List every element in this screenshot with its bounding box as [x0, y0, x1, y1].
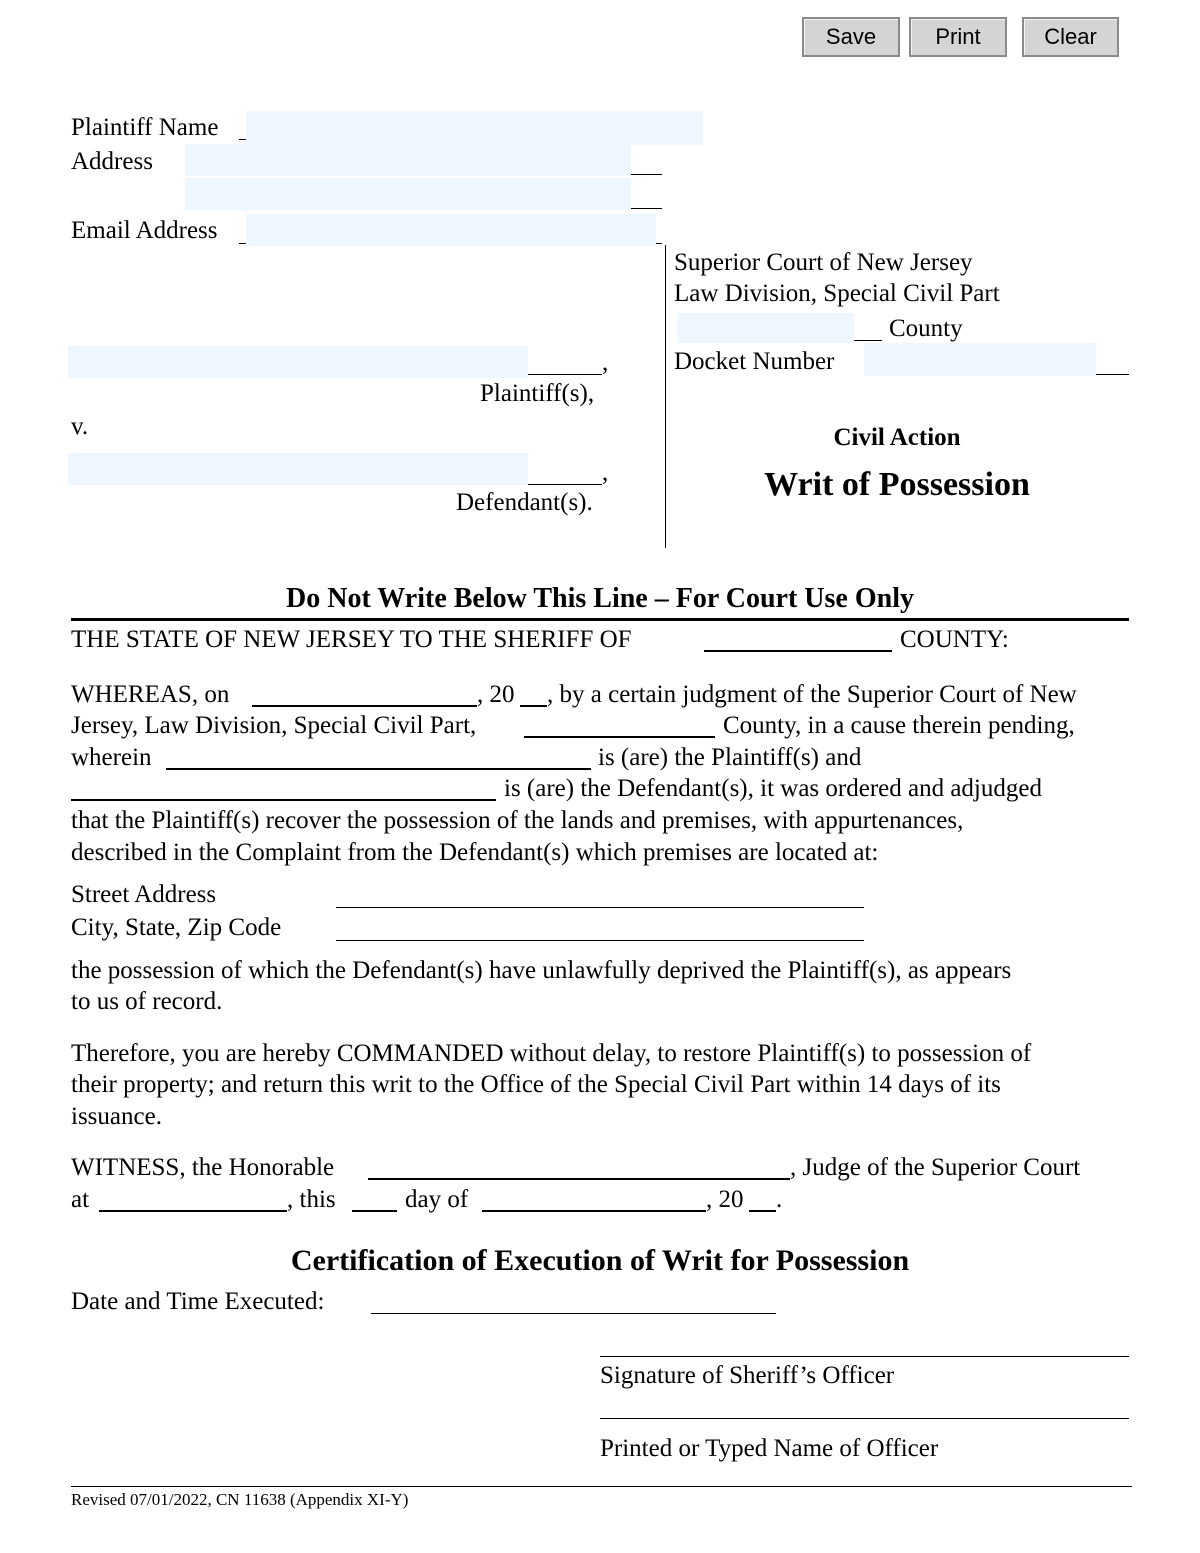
county-field[interactable] [677, 313, 854, 343]
footer-divider [71, 1486, 1132, 1487]
plaintiff-blank [166, 768, 591, 770]
whereas-text: WHEREAS, on [71, 681, 230, 708]
recover-text: that the Plaintiff(s) recover the possession of the lands and premises, with appurtenances, [71, 807, 964, 834]
defendant-adjudged-text: is (are) the Defendant(s), it was ordered and adjudged [504, 775, 1042, 802]
city-state-zip-blank [336, 940, 864, 941]
therefore-text-3: issuance. [71, 1103, 162, 1130]
printed-name-label: Printed or Typed Name of Officer [600, 1435, 939, 1462]
signature-line [600, 1356, 1129, 1357]
form-title: Writ of Possession [764, 466, 1030, 503]
wherein-plaintiff-text: is (are) the Plaintiff(s) and [598, 744, 862, 771]
address-label: Address [71, 148, 153, 175]
county-label: County [889, 315, 963, 342]
versus-label: v. [71, 413, 89, 440]
docket-number-field[interactable] [864, 343, 1096, 376]
judge-name-blank [368, 1178, 790, 1180]
court-name-line2: Law Division, Special Civil Part [674, 280, 1000, 307]
plaintiff-name-field[interactable] [246, 111, 703, 145]
certification-heading: Certification of Execution of Writ for Possession [290, 1244, 910, 1277]
day-of-text: day of [405, 1186, 469, 1213]
docket-number-label: Docket Number [674, 348, 835, 375]
therefore-text-2: their property; and return this writ to the Office of the Special Civil Part within 14 days of its [71, 1071, 1001, 1098]
street-address-label: Street Address [71, 881, 217, 908]
printed-name-line [600, 1418, 1129, 1419]
city-state-zip-label: City, State, Zip Code [71, 914, 282, 941]
whereas-judgment-text: , by a certain judgment of the Superior Court of New [547, 681, 1077, 708]
clear-button[interactable]: Clear [1022, 17, 1119, 57]
print-button[interactable]: Print [909, 17, 1007, 57]
possession-text-2: to us of record. [71, 988, 223, 1015]
plaintiff-caption-field[interactable] [68, 346, 528, 378]
date-time-executed-label: Date and Time Executed: [71, 1288, 325, 1315]
possession-text-1: the possession of which the Defendant(s) have unlawfully deprived the Plaintiff(s), as appears [71, 957, 1012, 984]
defendant-caption-field[interactable] [68, 453, 528, 485]
date-time-executed-blank [371, 1313, 776, 1314]
state-line-county: COUNTY: [900, 626, 1009, 653]
state-line-text: THE STATE OF NEW JERSEY TO THE SHERIFF OF [71, 626, 632, 653]
this-text: , this [287, 1186, 336, 1213]
witness-judge-text: , Judge of the Superior Court [790, 1154, 1081, 1181]
street-address-blank [336, 907, 864, 908]
caption-divider [665, 245, 666, 548]
plaintiff-comma: , [602, 349, 609, 376]
judgment-year-blank [520, 705, 547, 707]
whereas-year-prefix: , 20 [477, 681, 515, 708]
plaintiffs-label: Plaintiff(s), [480, 380, 595, 407]
witness-period: . [776, 1186, 783, 1213]
signature-label: Signature of Sheriff’s Officer [600, 1362, 895, 1389]
court-use-divider [71, 618, 1129, 621]
address-field-2[interactable] [185, 178, 631, 210]
witness-location-blank [99, 1210, 287, 1212]
witness-day-blank [352, 1210, 397, 1212]
defendants-label: Defendant(s). [456, 489, 593, 516]
revision-footer: Revised 07/01/2022, CN 11638 (Appendix XI-Y) [71, 1490, 409, 1509]
wherein-text: wherein [71, 744, 152, 771]
defendant-comma: , [602, 459, 609, 486]
jersey-line-text: Jersey, Law Division, Special Civil Part, [71, 712, 477, 739]
described-text: described in the Complaint from the Defendant(s) which premises are located at: [71, 839, 879, 866]
court-name-line1: Superior Court of New Jersey [674, 249, 973, 276]
plaintiff-name-label: Plaintiff Name [71, 114, 219, 141]
save-button[interactable]: Save [802, 17, 900, 57]
judgment-date-blank [252, 705, 477, 707]
jersey-line-county: County, in a cause therein pending, [723, 712, 1075, 739]
court-use-heading: Do Not Write Below This Line – For Court Use Only [286, 583, 914, 614]
therefore-text-1: Therefore, you are hereby COMMANDED without delay, to restore Plaintiff(s) to possession of [71, 1040, 1032, 1067]
defendant-blank [71, 799, 496, 801]
sheriff-county-blank [704, 650, 892, 652]
witness-year-prefix: , 20 [706, 1186, 744, 1213]
witness-text: WITNESS, the Honorable [71, 1154, 335, 1181]
judgment-county-blank [524, 736, 715, 738]
email-label: Email Address [71, 217, 218, 244]
email-field[interactable] [246, 214, 656, 246]
witness-month-blank [482, 1210, 706, 1212]
address-field-1[interactable] [185, 144, 631, 176]
witness-year-blank [749, 1210, 776, 1212]
civil-action-label: Civil Action [833, 424, 961, 451]
at-text: at [71, 1186, 90, 1213]
